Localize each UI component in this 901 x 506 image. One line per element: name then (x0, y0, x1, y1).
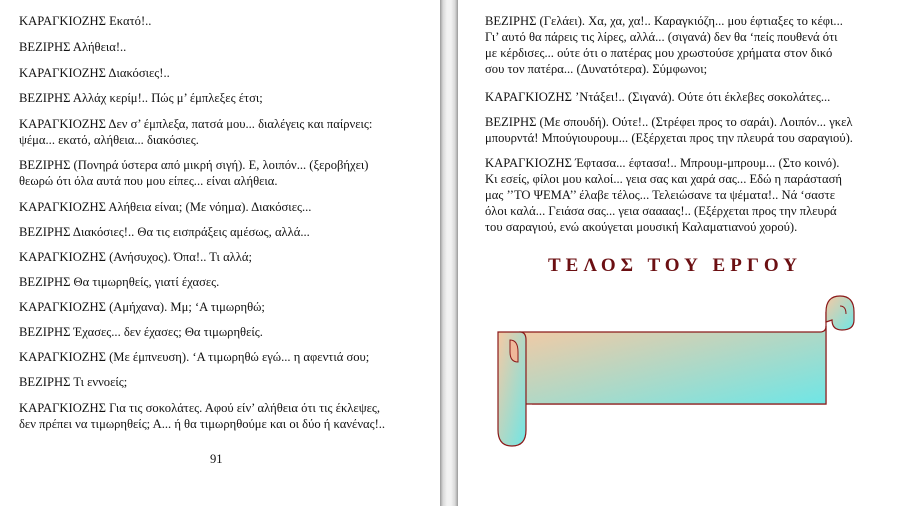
dialogue-line: ΒΕΖΙΡΗΣ Τι εννοείς; (19, 375, 128, 389)
page-number: 91 (210, 452, 223, 466)
dialogue-line: ΚΑΡΑΓΚΙΟΖΗΣ ’Ντάξει!.. (Σιγανά). Ούτε ότι έκλεβες σοκολάτες... (485, 90, 831, 104)
book-gutter (440, 0, 458, 506)
right-page (458, 0, 901, 506)
left-page (0, 0, 440, 506)
dialogue-line: ΚΑΡΑΓΚΙΟΖΗΣ Εκατό!.. (19, 14, 152, 28)
dialogue-line: ΚΑΡΑΓΚΙΟΖΗΣ Έφτασα... έφτασα!.. Μπρουμ-μπρουμ... (Στο κοινό). Κι εσείς, φίλοι μου καλοί... γεια σας και χαρά σας... Εδώ η παράστασή μας ’’ΤΟ ΨΕΜΑ’’ έλαβε τέλος... Τελειώσανε τα ψέματα!.. Νά ‘σαστε όλοι καλά... Γειάσα σας... γεια σαααας!.. (Εξέρχεται προς την πλευρά του σαραγιού, ενώ ακούγεται μουσική Καλαματιανού χορού). (485, 156, 842, 234)
dialogue-line: ΒΕΖΙΡΗΣ (Πονηρά ύστερα από μικρή σιγή). Ε, λοιπόν... (ξεροβήχει) θεωρώ ότι όλα αυτά που μου είπες... είναι αλήθεια. (19, 158, 369, 188)
dialogue-line: ΒΕΖΙΡΗΣ Έχασες... δεν έχασες; Θα τιμωρηθείς. (19, 325, 263, 339)
dialogue-line: ΒΕΖΙΡΗΣ Θα τιμωρηθείς, γιατί έχασες. (19, 275, 220, 289)
dialogue-line: ΚΑΡΑΓΚΙΟΖΗΣ Για τις σοκολάτες. Αφού είν’ αλήθεια ότι τις έκλεψες, δεν πρέπει να τιμωρηθείς; Α... ή θα τιμωρηθούμε και οι δύο ή κανένας!.. (19, 401, 386, 431)
dialogue-line: ΒΕΖΙΡΗΣ (Γελάει). Χα, χα, χα!.. Καραγκιόζη... μου έφτιαξες το κέφι... Γι’ αυτό θα πάρεις τις λίρες, αλλά... (σιγανά) δεν θα ‘πείς πουθενά ότι με κέρδισες... ούτε ότι ο πατέρας μου χρωστούσε χρήματα στον δικό σου τον πατέρα... (Δυνατότερα). Σύμφωνοι; (485, 14, 843, 76)
dialogue-line: ΒΕΖΙΡΗΣ (Με σπουδή). Ούτε!.. (Στρέφει προς το σαράι). Λοιπόν... γκελ μπουρντά! Μπούγιουρουμ... (Εξέρχεται προς την πλευρά του σαραγιού). (485, 115, 853, 145)
dialogue-line: ΚΑΡΑΓΚΙΟΖΗΣ (Με έμπνευση). ‘Α τιμωρηθώ εγώ... η αφεντιά σου; (19, 350, 370, 364)
dialogue-line: ΒΕΖΙΡΗΣ Διακόσιες!.. Θα τις εισπράξεις αμέσως, αλλά... (19, 225, 310, 239)
dialogue-line: ΚΑΡΑΓΚΙΟΖΗΣ Διακόσιες!.. (19, 66, 170, 80)
dialogue-line: ΚΑΡΑΓΚΙΟΖΗΣ (Αμήχανα). Μμ; ‘Α τιμωρηθώ; (19, 300, 265, 314)
the-end-title: ΤΕΛΟΣ ΤΟΥ ΕΡΓΟΥ (548, 255, 802, 276)
scroll-banner (496, 292, 868, 452)
dialogue-line: ΚΑΡΑΓΚΙΟΖΗΣ (Ανήσυχος). Όπα!.. Τι αλλά; (19, 250, 252, 264)
dialogue-line: ΚΑΡΑΓΚΙΟΖΗΣ Αλήθεια είναι; (Με νόημα). Διακόσιες... (19, 200, 312, 214)
dialogue-line: ΚΑΡΑΓΚΙΟΖΗΣ Δεν σ’ έμπλεξα, πατσά μου... διαλέγεις και παίρνεις: ψέμα... εκατό, αλήθεια... διακόσιες. (19, 117, 373, 147)
dialogue-line: ΒΕΖΙΡΗΣ Αλλάχ κερίμ!.. Πώς μ’ έμπλεξες έτσι; (19, 91, 263, 105)
dialogue-line: ΒΕΖΙΡΗΣ Αλήθεια!.. (19, 40, 127, 54)
